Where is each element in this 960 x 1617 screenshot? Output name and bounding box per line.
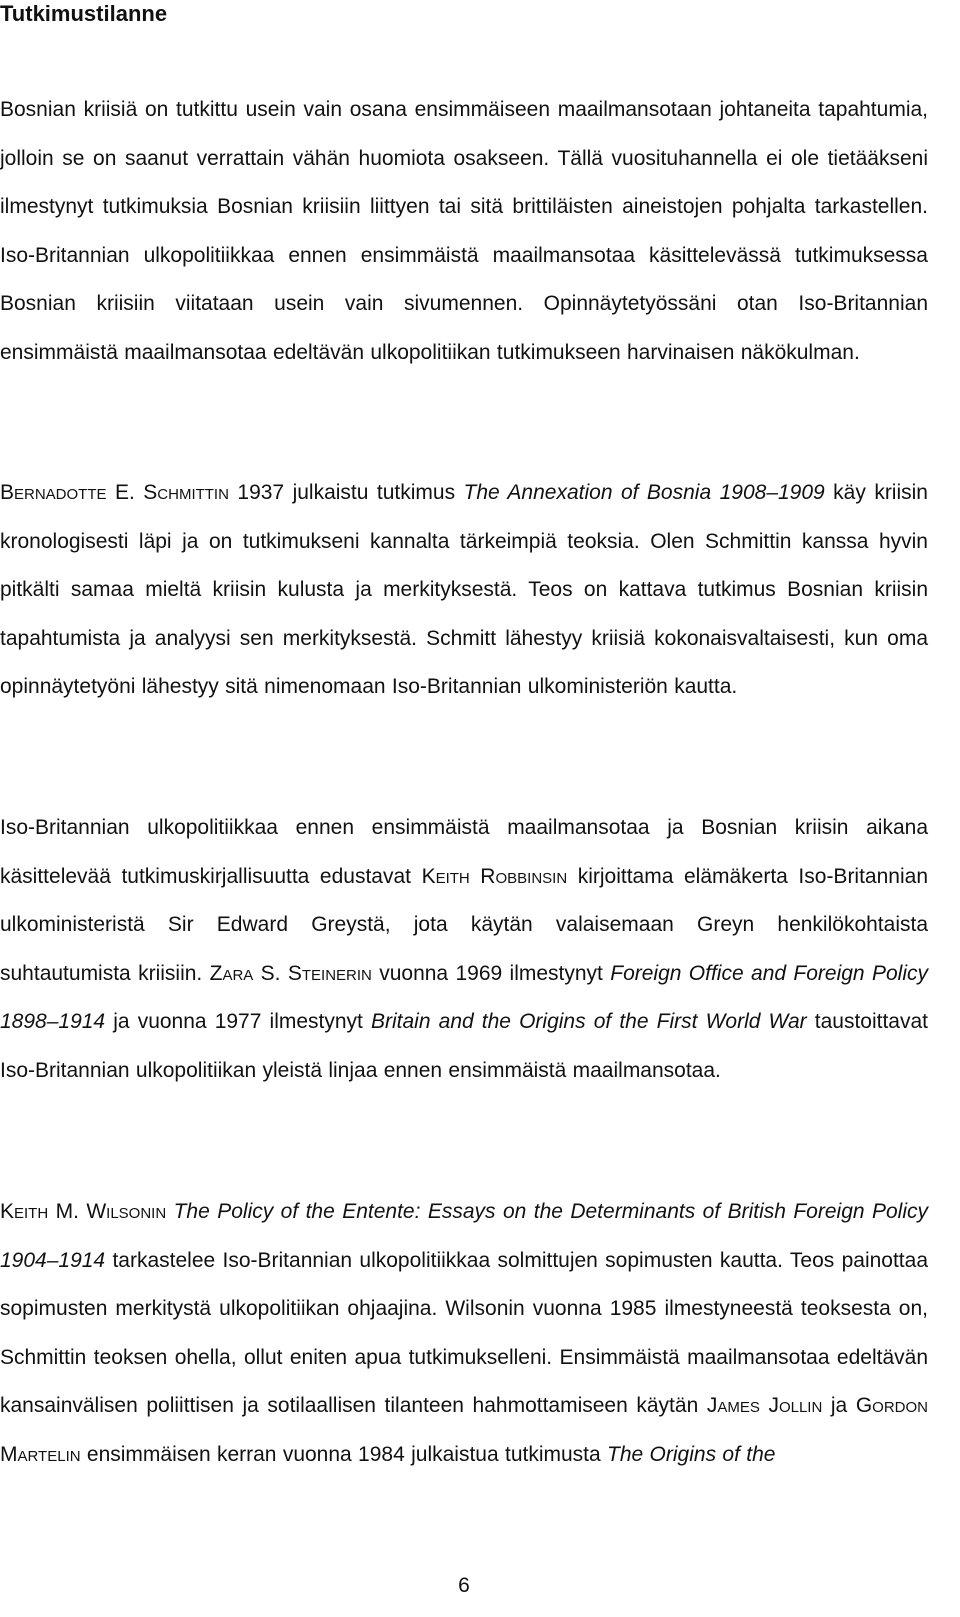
section-heading: Tutkimustilanne	[0, 1, 168, 26]
text-segment: käy kriisin kronologisesti läpi ja on tutkimukseni kannalta tärkeimpiä teoksia. Olen Schmittin kanssa hyvin pitkälti samaa mieltä kriisin kulusta ja merkityksestä. Teos on kattava tutkimus Bosnian kriisin tapahtumista ja analyysi sen merkityksestä. Schmitt lähestyy kriisiä kokonaisvaltaisesti, kun oma opinnäytetyöni lähestyy sitä nimenomaan Iso-Britannian ulkoministeriön kautta.	[0, 481, 928, 699]
text-segment: ja	[822, 1394, 856, 1418]
text-segment: tarkastelee Iso-Britannian ulkopolitiikkaa solmittujen sopimusten kautta. Teos painottaa sopimusten merkitystä ulkopolitiikan ohjaajina. Wilsonin vuonna 1985 ilmestyneestä teoksesta on, Schmittin teoksen ohella, ollut eniten apua tutkimukselleni. Ensimmäistä maailmansotaa edeltävän kansainvälisen poliittisen ja sotilaallisen tilanteen hahmottamiseen käytän	[0, 1248, 928, 1418]
text-segment: kirjoittama elämäkerta Iso-Britannian ulkoministeristä Sir Edward Greystä, jota käytän valaisemaan Greyn henkilökohtaista suhtautumista kriisiin.	[0, 864, 928, 985]
author-name: Gordon Martelin	[0, 1394, 928, 1466]
paragraph-4	[0, 1188, 928, 1480]
text-segment: Bosnian kriisiä on tutkittu usein vain osana ensimmäiseen maailmansotaan johtaneita tapahtumia, jolloin se on saanut verrattain vähän huomiota osakseen. Tällä vuosituhannella ei ole tietääkseni ilmestynyt tutkimuksia Bosnian kriisiin liittyen tai sitä brittiläisten aineistojen pohjalta tarkastellen. Iso-Britannian ulkopolitiikkaa ennen ensimmäistä maailmansotaa käsittelevässä tutkimuksessa Bosnian kriisiin viitataan usein vain sivumennen. Opinnäytetyössäni otan Iso-Britannian ensimmäistä maailmansotaa edeltävän ulkopolitiikan tutkimukseen harvinaisen näkökulman.	[0, 98, 928, 364]
italic-title: The Policy of the Entente: Essays on the Determinants of British Foreign Policy 1904–1914	[0, 1200, 928, 1272]
italic-title: Britain and the Origins of the First World War	[371, 1010, 807, 1034]
paragraph-3	[0, 804, 928, 1096]
text-segment: Iso-Britannian ulkopolitiikkaa ennen ensimmäistä maailmansotaa ja Bosnian kriisin aikana käsittelevää tutkimuskirjallisuutta edustavat	[0, 816, 928, 888]
text-segment: ja vuonna 1977 ilmestynyt	[105, 1010, 371, 1034]
text-segment: vuonna 1969 ilmestynyt	[371, 961, 611, 985]
author-name: Zara S. Steinerin	[209, 961, 372, 985]
italic-title: The Annexation of Bosnia 1908–1909	[463, 481, 825, 504]
author-name: Keith Robbinsin	[421, 864, 568, 888]
italic-title: Foreign Office and Foreign Policy 1898–1914	[0, 961, 928, 1034]
paragraph-2	[0, 469, 928, 712]
paragraph-1	[0, 86, 928, 378]
text-segment: ensimmäisen kerran vuonna 1984 julkaistua tutkimusta	[80, 1442, 608, 1466]
text-segment: taustoittavat Iso-Britannian ulkopolitiikan yleistä linjaa ennen ensimmäistä maailmansotaa.	[0, 1010, 928, 1082]
author-name: James Jollin	[706, 1394, 823, 1418]
author-name: Keith M. Wilsonin	[0, 1200, 167, 1223]
text-segment	[166, 1200, 173, 1223]
page-number: 6	[458, 1574, 470, 1597]
text-segment: 1937 julkaistu tutkimus	[228, 481, 464, 504]
author-name: Bernadotte E. Schmittin	[0, 481, 229, 504]
italic-title: The Origins of the	[607, 1442, 776, 1466]
